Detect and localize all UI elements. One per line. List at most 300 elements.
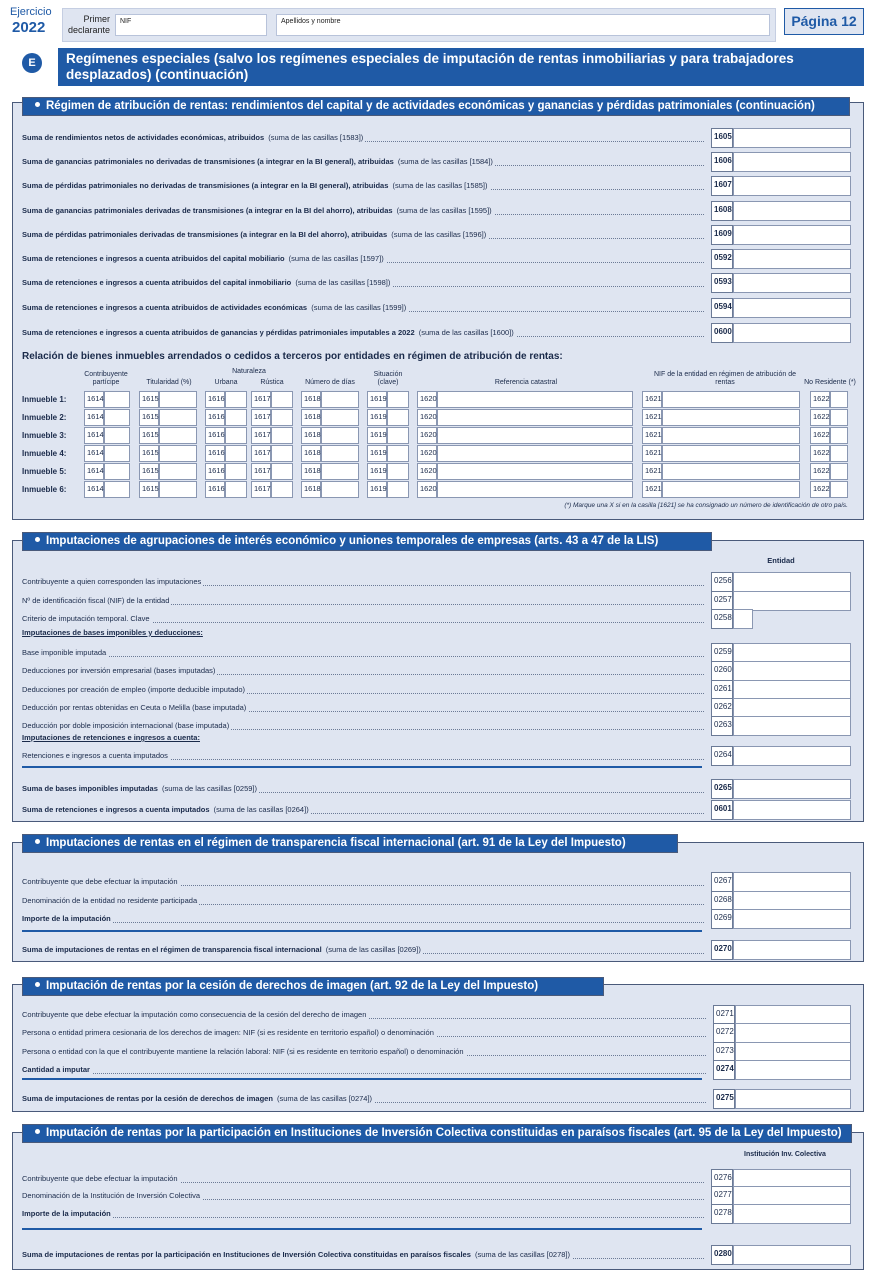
ejercicio-year: 2022 — [12, 19, 46, 36]
inmueble-1-field-1620[interactable] — [437, 391, 633, 408]
inmueble-2-field-1618[interactable] — [321, 409, 359, 426]
inmueble-4-code-1619: 1619 — [367, 445, 387, 462]
inmueble-5-code-1616: 1616 — [205, 463, 225, 480]
panel-transparencia-title-text: Imputaciones de rentas en el régimen de transparencia fiscal internacional (art. 91 de la Ley del Impuesto) — [46, 837, 626, 849]
inmueble-4-field-1615[interactable] — [159, 445, 197, 462]
inmueble-2-field-1622[interactable] — [830, 409, 848, 426]
inmueble-4-field-1616[interactable] — [225, 445, 247, 462]
inmueble-6-field-1616[interactable] — [225, 481, 247, 498]
atribucion-row-1608-input[interactable] — [733, 201, 851, 221]
agrupaciones-row-0264-input[interactable] — [733, 746, 851, 766]
inmueble-2-code-1622: 1622 — [810, 409, 830, 426]
inmueble-4-code-1618: 1618 — [301, 445, 321, 462]
inmueble-4-code-1622: 1622 — [810, 445, 830, 462]
suma-retenciones-0601-code: 0601 — [711, 800, 733, 820]
col-contribuyente: Contribuyente partícipe — [84, 371, 128, 386]
subhead-retenciones: Imputaciones de retenciones e ingresos a cuenta: — [22, 733, 200, 742]
agrupaciones-row-0259-label-text: Base imponible imputada — [22, 648, 107, 657]
inversion-colectiva-row-0276-label — [22, 1174, 704, 1186]
inmueble-3-label: Inmueble 3: — [22, 431, 67, 440]
suma-derechos-imagen-0275-label — [22, 1094, 706, 1106]
agrupaciones-row-0261-input[interactable] — [733, 680, 851, 700]
apellidos-label: Apellidos y nombre — [281, 18, 341, 25]
inmueble-4-field-1620[interactable] — [437, 445, 633, 462]
inmueble-1-code-1620: 1620 — [417, 391, 437, 408]
col-naturaleza: Naturaleza — [232, 368, 266, 375]
inmueble-6-field-1621[interactable] — [662, 481, 800, 498]
inmueble-2-field-1620[interactable] — [437, 409, 633, 426]
inmueble-4-code-1621: 1621 — [642, 445, 662, 462]
suma-inversion-colectiva-0280-label — [22, 1250, 704, 1262]
inmueble-1-code-1619: 1619 — [367, 391, 387, 408]
agrupaciones-row-0263-input[interactable] — [733, 716, 851, 736]
suma-inversion-colectiva-0280-label-bold: Suma de imputaciones de rentas por la participación en Instituciones de Inversión Colectiva constituidas en paraísos fiscales — [22, 1250, 471, 1259]
inmueble-1-code-1614: 1614 — [84, 391, 104, 408]
panel-derechos-imagen-title — [22, 977, 604, 996]
atribucion-row-0593-input[interactable] — [733, 273, 851, 293]
agrupaciones-row-0256-label — [22, 577, 704, 589]
atribucion-row-1609-label — [22, 230, 704, 242]
inmueble-3-field-1619[interactable] — [387, 427, 409, 444]
suma-transparencia-0270-label-bold: Suma de imputaciones de rentas en el régimen de transparencia fiscal internacional — [22, 945, 322, 954]
inmueble-5-field-1619[interactable] — [387, 463, 409, 480]
agrupaciones-row-0264-code: 0264 — [711, 746, 733, 766]
inmueble-2-field-1616[interactable] — [225, 409, 247, 426]
inmueble-6-code-1614: 1614 — [84, 481, 104, 498]
atribucion-row-1609-label-note: (suma de las casillas [1596]) — [389, 230, 487, 239]
panel-inversion-colectiva-title-text: Imputación de rentas por la participación en Instituciones de Inversión Colectiva constituidas en paraísos fiscales (art. 95 de la Ley del Impuesto) — [46, 1127, 842, 1139]
agrupaciones-row-0263-code: 0263 — [711, 716, 733, 736]
agrupaciones-row-0260-label-text: Deducciones por inversión empresarial (bases imputadas) — [22, 666, 216, 675]
atribucion-row-0600-label — [22, 328, 704, 340]
inmueble-5-field-1622[interactable] — [830, 463, 848, 480]
derechos-imagen-row-0272-label-text: Persona o entidad primera cesionaria de los derechos de imagen: NIF (si es residente en territorio español) o denominación — [22, 1028, 434, 1037]
inmueble-1-field-1619[interactable] — [387, 391, 409, 408]
inversion-colectiva-row-0276-code: 0276 — [711, 1169, 733, 1189]
inmueble-6-label: Inmueble 6: — [22, 485, 67, 494]
atribucion-row-1605-label-bold: Suma de rendimientos netos de actividades económicas, atribuidos — [22, 133, 265, 142]
inversion-colectiva-row-0278-code: 0278 — [711, 1204, 733, 1224]
transparencia-row-0268-label-text: Denominación de la entidad no residente participada — [22, 896, 198, 905]
inmueble-1-label: Inmueble 1: — [22, 395, 67, 404]
atribucion-row-0594-label-note: (suma de las casillas [1599]) — [309, 303, 407, 312]
inmueble-5-code-1622: 1622 — [810, 463, 830, 480]
bullet-icon — [35, 102, 40, 107]
atribucion-row-1607-code: 1607 — [711, 176, 733, 196]
suma-retenciones-0601-label — [22, 805, 704, 817]
inmueble-6-code-1619: 1619 — [367, 481, 387, 498]
suma-inversion-colectiva-0280-code: 0280 — [711, 1245, 733, 1265]
transparencia-row-0268-input[interactable] — [733, 891, 851, 911]
inmueble-4-code-1616: 1616 — [205, 445, 225, 462]
atribucion-row-0592-label-bold: Suma de retenciones e ingresos a cuenta atribuidos del capital mobiliario — [22, 254, 285, 263]
inversion-colectiva-row-0278-label — [22, 1209, 704, 1221]
inmueble-1-field-1618[interactable] — [321, 391, 359, 408]
inmueble-1-code-1617: 1617 — [251, 391, 271, 408]
agrupaciones-row-0256-code: 0256 — [711, 572, 733, 592]
separator-line — [22, 766, 702, 768]
inmueble-6-field-1617[interactable] — [271, 481, 293, 498]
inmueble-5-label: Inmueble 5: — [22, 467, 67, 476]
atribucion-row-1606-input[interactable] — [733, 152, 851, 172]
inversion-colectiva-row-0277-label-text: Denominación de la Institución de Inversión Colectiva — [22, 1191, 201, 1200]
derechos-imagen-row-0272-code: 0272 — [713, 1023, 735, 1043]
atribucion-row-0592-label — [22, 254, 704, 266]
inmueble-6-code-1618: 1618 — [301, 481, 321, 498]
atribucion-row-1608-label-bold: Suma de ganancias patrimoniales derivadas de transmisiones (a integrar en la BI del ahorro), atribuidas — [22, 206, 393, 215]
agrupaciones-row-0262-label-text: Deducción por rentas obtenidas en Ceuta o Melilla (base imputada) — [22, 703, 247, 712]
atribucion-row-1607-input[interactable] — [733, 176, 851, 196]
agrupaciones-row-0257-input[interactable] — [733, 591, 851, 611]
inmueble-5-field-1614[interactable] — [104, 463, 130, 480]
inmueble-3-field-1622[interactable] — [830, 427, 848, 444]
inmueble-5-field-1616[interactable] — [225, 463, 247, 480]
derechos-imagen-row-0273-label-text: Persona o entidad con la que el contribuyente mantiene la relación laboral: NIF (si es residente en territorio español) o denominación — [22, 1047, 464, 1056]
inversion-colectiva-row-0278-label-text: Importe de la imputación — [22, 1209, 111, 1218]
inversion-colectiva-row-0276-label-text: Contribuyente que debe efectuar la imputación — [22, 1174, 178, 1183]
atribucion-row-1607-label-note: (suma de las casillas [1585]) — [390, 181, 488, 190]
inmueble-1-field-1615[interactable] — [159, 391, 197, 408]
inmueble-3-code-1614: 1614 — [84, 427, 104, 444]
atribucion-row-1609-input[interactable] — [733, 225, 851, 245]
agrupaciones-row-0257-label — [22, 596, 704, 608]
inmueble-2-code-1617: 1617 — [251, 409, 271, 426]
inmueble-2-code-1616: 1616 — [205, 409, 225, 426]
entidad-column-header: Entidad — [767, 556, 795, 565]
inmueble-4-code-1617: 1617 — [251, 445, 271, 462]
inmueble-6-code-1615: 1615 — [139, 481, 159, 498]
inmueble-3-code-1617: 1617 — [251, 427, 271, 444]
inmueble-3-code-1615: 1615 — [139, 427, 159, 444]
inmueble-3-field-1618[interactable] — [321, 427, 359, 444]
atribucion-row-1605-label-note: (suma de las casillas [1583]) — [266, 133, 364, 142]
inmueble-2-field-1617[interactable] — [271, 409, 293, 426]
inmueble-6-field-1620[interactable] — [437, 481, 633, 498]
inmueble-2-code-1615: 1615 — [139, 409, 159, 426]
derechos-imagen-row-0271-label-text: Contribuyente que debe efectuar la imputación como consecuencia de la cesión del derecho de imagen — [22, 1010, 367, 1019]
inmueble-3-field-1615[interactable] — [159, 427, 197, 444]
atribucion-row-1608-label-note: (suma de las casillas [1595]) — [394, 206, 492, 215]
separator-line — [22, 1228, 702, 1230]
apellidos-field[interactable] — [276, 14, 770, 36]
inmueble-1-field-1622[interactable] — [830, 391, 848, 408]
agrupaciones-row-0264-label-text: Retenciones e ingresos a cuenta imputados — [22, 751, 168, 760]
inmueble-6-code-1617: 1617 — [251, 481, 271, 498]
inmueble-2-field-1615[interactable] — [159, 409, 197, 426]
inmueble-2-code-1618: 1618 — [301, 409, 321, 426]
bullet-icon — [35, 537, 40, 542]
inmueble-4-field-1621[interactable] — [662, 445, 800, 462]
inmueble-4-code-1614: 1614 — [84, 445, 104, 462]
inmueble-6-field-1615[interactable] — [159, 481, 197, 498]
atribucion-row-1608-code: 1608 — [711, 201, 733, 221]
agrupaciones-row-0260-code: 0260 — [711, 661, 733, 681]
inmueble-3-field-1614[interactable] — [104, 427, 130, 444]
agrupaciones-row-0256-label-text: Contribuyente a quien corresponden las imputaciones — [22, 577, 202, 586]
transparencia-row-0269-label — [22, 914, 704, 926]
agrupaciones-row-0264-label — [22, 751, 704, 763]
transparencia-row-0269-input[interactable] — [733, 909, 851, 929]
inmueble-1-code-1616: 1616 — [205, 391, 225, 408]
ejercicio-label: Ejercicio — [10, 6, 52, 18]
inmueble-5-field-1620[interactable] — [437, 463, 633, 480]
inmueble-2-field-1621[interactable] — [662, 409, 800, 426]
derechos-imagen-row-0271-input[interactable] — [735, 1005, 851, 1025]
suma-transparencia-0270-label — [22, 945, 704, 957]
inmueble-5-code-1614: 1614 — [84, 463, 104, 480]
inmueble-6-field-1622[interactable] — [830, 481, 848, 498]
inmueble-2-code-1620: 1620 — [417, 409, 437, 426]
atribucion-row-0600-code: 0600 — [711, 323, 733, 343]
atribucion-row-0594-label-bold: Suma de retenciones e ingresos a cuenta atribuidos de actividades económicas — [22, 303, 308, 312]
inmueble-6-field-1614[interactable] — [104, 481, 130, 498]
inmueble-2-code-1614: 1614 — [84, 409, 104, 426]
transparencia-row-0268-code: 0268 — [711, 891, 733, 911]
inmueble-5-code-1619: 1619 — [367, 463, 387, 480]
inmueble-4-field-1619[interactable] — [387, 445, 409, 462]
agrupaciones-row-0258-label-text: Criterio de imputación temporal. Clave — [22, 614, 150, 623]
panel-atribucion-title — [22, 97, 850, 116]
suma-retenciones-0601-input[interactable] — [733, 800, 851, 820]
inmueble-1-code-1618: 1618 — [301, 391, 321, 408]
atribucion-row-0592-label-note: (suma de las casillas [1597]) — [286, 254, 384, 263]
atribucion-row-0592-code: 0592 — [711, 249, 733, 269]
suma-derechos-imagen-0275-label-bold: Suma de imputaciones de rentas por la cesión de derechos de imagen — [22, 1094, 273, 1103]
inmueble-1-field-1617[interactable] — [271, 391, 293, 408]
derechos-imagen-row-0271-label — [22, 1010, 706, 1022]
atribucion-row-0593-label — [22, 278, 704, 290]
derechos-imagen-row-0273-input[interactable] — [735, 1042, 851, 1062]
inmueble-1-field-1614[interactable] — [104, 391, 130, 408]
subhead-bases-imponibles: Imputaciones de bases imponibles y deducciones: — [22, 628, 203, 637]
separator-line — [22, 1078, 702, 1080]
derechos-imagen-row-0272-input[interactable] — [735, 1023, 851, 1043]
agrupaciones-row-0262-input[interactable] — [733, 698, 851, 718]
col-referencia: Referencia catastral — [494, 379, 558, 386]
bullet-icon — [35, 1129, 40, 1134]
derechos-imagen-row-0273-code: 0273 — [713, 1042, 735, 1062]
panel-transparencia-title — [22, 834, 678, 853]
inmueble-6-code-1622: 1622 — [810, 481, 830, 498]
inmueble-3-code-1616: 1616 — [205, 427, 225, 444]
suma-inversion-colectiva-0280-input[interactable] — [733, 1245, 851, 1265]
agrupaciones-row-0261-code: 0261 — [711, 680, 733, 700]
suma-retenciones-0601-label-bold: Suma de retenciones e ingresos a cuenta imputados — [22, 805, 210, 814]
inmueble-5-code-1620: 1620 — [417, 463, 437, 480]
derechos-imagen-row-0274-input[interactable] — [735, 1060, 851, 1080]
agrupaciones-row-0259-code: 0259 — [711, 643, 733, 663]
derechos-imagen-row-0272-label — [22, 1028, 706, 1040]
suma-derechos-imagen-0275-code: 0275 — [713, 1089, 735, 1109]
atribucion-row-1605-code: 1605 — [711, 128, 733, 148]
inmueble-1-field-1621[interactable] — [662, 391, 800, 408]
inmueble-1-code-1621: 1621 — [642, 391, 662, 408]
agrupaciones-row-0260-input[interactable] — [733, 661, 851, 681]
inmueble-4-field-1618[interactable] — [321, 445, 359, 462]
transparencia-row-0267-label — [22, 877, 704, 889]
inmueble-3-field-1620[interactable] — [437, 427, 633, 444]
agrupaciones-row-0256-input[interactable] — [733, 572, 851, 592]
atribucion-row-1605-input[interactable] — [733, 128, 851, 148]
col-rustica: Rústica — [260, 379, 284, 386]
transparencia-row-0269-code: 0269 — [711, 909, 733, 929]
inmueble-5-code-1617: 1617 — [251, 463, 271, 480]
panel-atribucion-title-text: Régimen de atribución de rentas: rendimientos del capital y de actividades económicas y ganancias y pérdidas patrimoniales (continuación) — [46, 100, 815, 112]
bullet-icon — [35, 839, 40, 844]
agrupaciones-row-0259-label — [22, 648, 704, 660]
suma-bases-0265-code: 0265 — [711, 779, 733, 799]
inmueble-4-field-1622[interactable] — [830, 445, 848, 462]
derechos-imagen-row-0274-label — [22, 1065, 706, 1077]
atribucion-row-0594-label — [22, 303, 704, 315]
atribucion-row-0600-label-bold: Suma de retenciones e ingresos a cuenta atribuidos de ganancias y pérdidas patrimoniales imputables a 2022 — [22, 328, 415, 337]
atribucion-row-0593-label-bold: Suma de retenciones e ingresos a cuenta atribuidos del capital inmobiliario — [22, 278, 292, 287]
inmueble-2-field-1614[interactable] — [104, 409, 130, 426]
col-situacion: Situación (clave) — [373, 371, 403, 386]
nif-label: NIF — [120, 18, 132, 25]
atribucion-row-1609-code: 1609 — [711, 225, 733, 245]
agrupaciones-row-0257-code: 0257 — [711, 591, 733, 611]
col-urbana: Urbana — [214, 379, 238, 386]
agrupaciones-row-0262-label — [22, 703, 704, 715]
derechos-imagen-row-0271-code: 0271 — [713, 1005, 735, 1025]
col-nif-entidad: NIF de la entidad en régimen de atribución de rentas — [653, 371, 797, 386]
inversion-colectiva-row-0278-input[interactable] — [733, 1204, 851, 1224]
col-no-residente: No Residente (*) — [804, 379, 856, 386]
inmueble-6-field-1619[interactable] — [387, 481, 409, 498]
inmueble-2-label: Inmueble 2: — [22, 413, 67, 422]
inmueble-5-code-1618: 1618 — [301, 463, 321, 480]
atribucion-row-0593-label-note: (suma de las casillas [1598]) — [293, 278, 391, 287]
inmueble-3-code-1618: 1618 — [301, 427, 321, 444]
institucion-column-header: Institución Inv. Colectiva — [744, 1151, 826, 1158]
suma-inversion-colectiva-0280-label-note: (suma de las casillas [0278]) — [472, 1250, 571, 1259]
atribucion-row-0592-input[interactable] — [733, 249, 851, 269]
inmueble-5-code-1615: 1615 — [139, 463, 159, 480]
inmueble-6-code-1621: 1621 — [642, 481, 662, 498]
inmueble-3-code-1620: 1620 — [417, 427, 437, 444]
atribucion-row-0600-label-note: (suma de las casillas [1600]) — [416, 328, 514, 337]
col-titularidad: Titularidad (%) — [146, 379, 192, 386]
panel-inversion-colectiva-title — [22, 1124, 852, 1143]
inversion-colectiva-row-0277-label — [22, 1191, 704, 1203]
inmueble-3-code-1621: 1621 — [642, 427, 662, 444]
derechos-imagen-row-0274-code: 0274 — [713, 1060, 735, 1080]
panel-agrupaciones-title — [22, 532, 712, 551]
suma-transparencia-0270-label-note: (suma de las casillas [0269]) — [323, 945, 421, 954]
suma-bases-0265-label-bold: Suma de bases imponibles imputadas — [22, 784, 158, 793]
inmueble-5-field-1615[interactable] — [159, 463, 197, 480]
inmueble-4-field-1614[interactable] — [104, 445, 130, 462]
suma-bases-0265-label-note: (suma de las casillas [0259]) — [159, 784, 258, 793]
atribucion-row-1609-label-bold: Suma de pérdidas patrimoniales derivadas de transmisiones (a integrar en la BI del ahorro), atribuidas — [22, 230, 388, 239]
inmueble-5-field-1621[interactable] — [662, 463, 800, 480]
suma-derechos-imagen-0275-label-note: (suma de las casillas [0274]) — [274, 1094, 373, 1103]
inmueble-6-code-1616: 1616 — [205, 481, 225, 498]
inmueble-4-code-1620: 1620 — [417, 445, 437, 462]
atribucion-row-0593-code: 0593 — [711, 273, 733, 293]
agrupaciones-row-0261-label — [22, 685, 704, 697]
atribucion-row-1606-label-bold: Suma de ganancias patrimoniales no derivadas de transmisiones (a integrar en la BI general), atribuidas — [22, 157, 394, 166]
atribucion-row-1605-label — [22, 133, 704, 145]
inmueble-4-label: Inmueble 4: — [22, 449, 67, 458]
suma-transparencia-0270-input[interactable] — [733, 940, 851, 960]
inmueble-5-field-1617[interactable] — [271, 463, 293, 480]
inmueble-1-code-1615: 1615 — [139, 391, 159, 408]
agrupaciones-row-0263-label — [22, 721, 704, 733]
relacion-inmuebles-title: Relación de bienes inmuebles arrendados o cedidos a terceros por entidades en régimen de atribución de rentas: — [22, 351, 563, 362]
suma-derechos-imagen-0275-input[interactable] — [735, 1089, 851, 1109]
transparencia-row-0267-input[interactable] — [733, 872, 851, 892]
agrupaciones-row-0257-label-text: Nº de identificación fiscal (NIF) de la entidad — [22, 596, 170, 605]
atribucion-row-0594-code: 0594 — [711, 298, 733, 318]
inmueble-4-field-1617[interactable] — [271, 445, 293, 462]
atribucion-row-0600-input[interactable] — [733, 323, 851, 343]
transparencia-row-0267-label-text: Contribuyente que debe efectuar la imputación — [22, 877, 178, 886]
inversion-colectiva-row-0277-code: 0277 — [711, 1186, 733, 1206]
inmueble-1-field-1616[interactable] — [225, 391, 247, 408]
inmueble-5-field-1618[interactable] — [321, 463, 359, 480]
inmueble-4-code-1615: 1615 — [139, 445, 159, 462]
inmueble-2-code-1619: 1619 — [367, 409, 387, 426]
suma-bases-0265-input[interactable] — [733, 779, 851, 799]
atribucion-row-0594-input[interactable] — [733, 298, 851, 318]
inmueble-3-field-1621[interactable] — [662, 427, 800, 444]
inmueble-6-field-1618[interactable] — [321, 481, 359, 498]
agrupaciones-row-0263-label-text: Deducción por doble imposición internacional (base imputada) — [22, 721, 230, 730]
inmueble-3-field-1616[interactable] — [225, 427, 247, 444]
agrupaciones-row-0260-label — [22, 666, 704, 678]
inmueble-2-field-1619[interactable] — [387, 409, 409, 426]
transparencia-row-0268-label — [22, 896, 704, 908]
agrupaciones-row-0258-input[interactable] — [733, 609, 753, 629]
section-letter-badge: E — [22, 53, 42, 73]
panel-derechos-imagen-title-text: Imputación de rentas por la cesión de derechos de imagen (art. 92 de la Ley del Impuesto) — [46, 980, 539, 992]
footnote-no-residente: (*) Marque una X si en la casilla [1621] se ha consignado un número de identificación de otro país. — [564, 502, 848, 509]
col-dias: Número de días — [305, 379, 355, 386]
agrupaciones-row-0259-input[interactable] — [733, 643, 851, 663]
atribucion-row-1606-label-note: (suma de las casillas [1584]) — [395, 157, 493, 166]
inmueble-2-code-1621: 1621 — [642, 409, 662, 426]
inmueble-3-code-1619: 1619 — [367, 427, 387, 444]
atribucion-row-1606-label — [22, 157, 704, 169]
atribucion-row-1607-label — [22, 181, 704, 193]
primer-declarante-label: Primer declarante — [67, 14, 110, 35]
agrupaciones-row-0258-code: 0258 — [711, 609, 733, 629]
atribucion-row-1606-code: 1606 — [711, 152, 733, 172]
panel-agrupaciones-title-text: Imputaciones de agrupaciones de interés económico y uniones temporales de empresas (arts. 43 a 47 de la LIS) — [46, 535, 659, 547]
agrupaciones-row-0262-code: 0262 — [711, 698, 733, 718]
transparencia-row-0267-code: 0267 — [711, 872, 733, 892]
derechos-imagen-row-0274-label-text: Cantidad a imputar — [22, 1065, 90, 1074]
inmueble-3-field-1617[interactable] — [271, 427, 293, 444]
inmueble-6-code-1620: 1620 — [417, 481, 437, 498]
inversion-colectiva-row-0277-input[interactable] — [733, 1186, 851, 1206]
derechos-imagen-row-0273-label — [22, 1047, 706, 1059]
inmueble-5-code-1621: 1621 — [642, 463, 662, 480]
section-title: Regímenes especiales (salvo los regímenes especiales de imputación de rentas inmobiliarias y para trabajadores desplazados) (continuación) — [58, 48, 864, 86]
suma-retenciones-0601-label-note: (suma de las casillas [0264]) — [211, 805, 309, 814]
atribucion-row-1608-label — [22, 206, 704, 218]
suma-bases-0265-label — [22, 784, 704, 796]
inmueble-3-code-1622: 1622 — [810, 427, 830, 444]
agrupaciones-row-0258-label — [22, 614, 704, 626]
bullet-icon — [35, 982, 40, 987]
atribucion-row-1607-label-bold: Suma de pérdidas patrimoniales no derivadas de transmisiones (a integrar en la BI general), atribuidas — [22, 181, 389, 190]
separator-line — [22, 930, 702, 932]
agrupaciones-row-0261-label-text: Deducciones por creación de empleo (importe deducible imputado) — [22, 685, 246, 694]
nif-field[interactable] — [115, 14, 267, 36]
